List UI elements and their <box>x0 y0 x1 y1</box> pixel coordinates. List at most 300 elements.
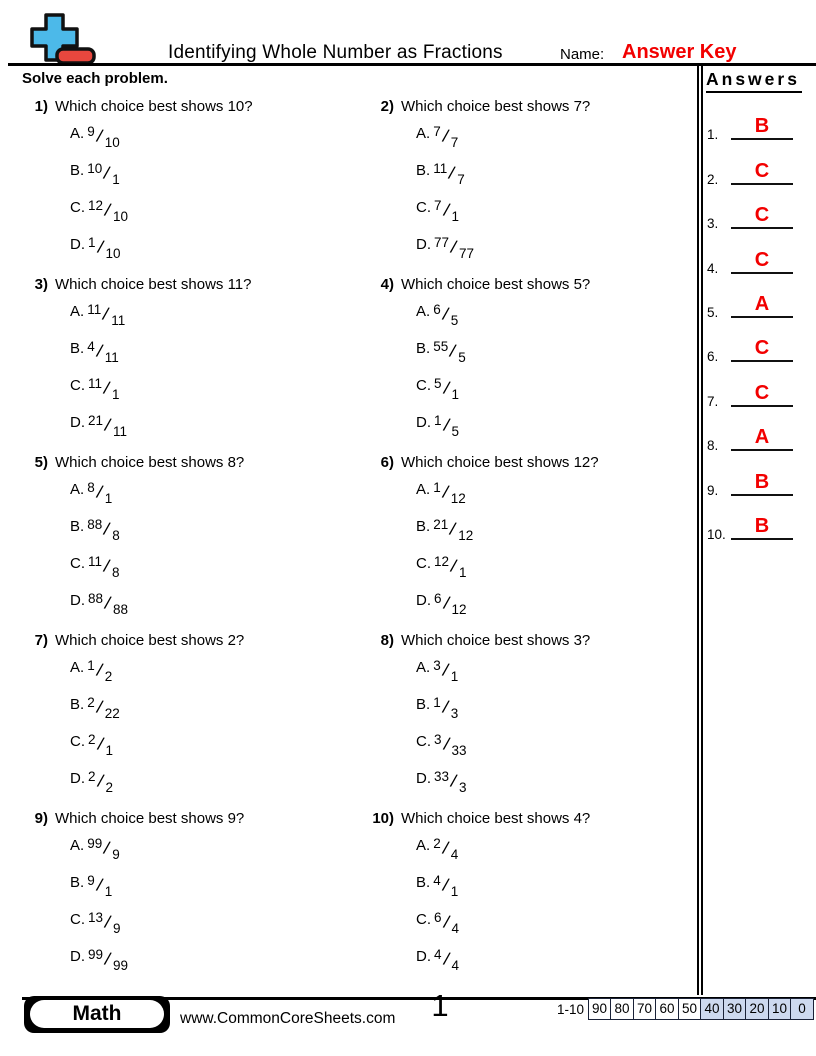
question-header <box>368 452 698 473</box>
choice-label: D. <box>70 236 85 253</box>
question-number: 10) <box>372 810 394 827</box>
fraction-numerator: 2 <box>87 695 95 710</box>
question-block <box>368 630 698 808</box>
answer-blank <box>731 471 793 496</box>
question-text: Which choice best shows 12? <box>401 454 599 471</box>
fraction <box>85 769 114 795</box>
question-block <box>368 808 698 986</box>
fraction-denominator: 12 <box>450 491 466 506</box>
choice-row <box>70 411 368 448</box>
fraction-numerator: 2 <box>433 836 441 851</box>
choice-row <box>416 834 698 871</box>
answer-item <box>702 146 814 190</box>
answers-title: Answers <box>706 69 802 93</box>
choice-row <box>70 730 368 767</box>
fraction-numerator: 7 <box>434 198 442 213</box>
answer-letter: C <box>754 248 770 271</box>
question-block <box>22 630 368 808</box>
answer-blank <box>731 293 793 318</box>
choice-label: C. <box>70 377 85 394</box>
choices-list <box>416 834 698 982</box>
choice-label: D. <box>70 592 85 609</box>
score-cell: 50 <box>678 998 702 1020</box>
fraction-slash-icon <box>102 378 112 400</box>
answer-number: 1. <box>707 127 719 143</box>
question-number: 4) <box>380 276 394 293</box>
choice-label: A. <box>416 303 431 320</box>
fraction-denominator: 10 <box>113 209 129 224</box>
choice-label: A. <box>70 659 85 676</box>
question-header <box>22 96 368 117</box>
choices-list <box>416 656 698 804</box>
choice-row <box>70 374 368 411</box>
choice-row <box>416 159 698 196</box>
choice-row <box>416 515 698 552</box>
answer-number: 8. <box>707 438 719 454</box>
fraction-denominator: 2 <box>105 780 114 795</box>
choice-label: C. <box>70 911 85 928</box>
fraction-slash-icon <box>95 771 105 793</box>
choice-row <box>416 730 698 767</box>
question-block <box>22 96 368 274</box>
fraction-slash-icon <box>94 482 104 504</box>
score-cell: 20 <box>745 998 769 1020</box>
fraction-numerator: 12 <box>88 198 104 213</box>
fraction-slash-icon <box>103 912 113 934</box>
fraction-denominator: 33 <box>451 743 467 758</box>
choice-label: B. <box>70 874 85 891</box>
score-cell: 30 <box>723 998 747 1020</box>
fraction-numerator: 99 <box>88 947 104 962</box>
question-text: Which choice best shows 9? <box>55 810 245 827</box>
score-cell: 40 <box>700 998 724 1020</box>
choice-label: A. <box>70 125 85 142</box>
choice-row <box>70 908 368 945</box>
choices-list <box>70 122 368 270</box>
choice-row <box>70 196 368 233</box>
fraction-slash-icon <box>441 378 451 400</box>
fraction-denominator: 1 <box>451 387 460 402</box>
question-header <box>22 274 368 295</box>
answer-letter: C <box>754 204 770 227</box>
answer-blank <box>731 249 793 274</box>
fraction-numerator: 1 <box>433 480 441 495</box>
question-number: 7) <box>34 632 48 649</box>
fraction-slash-icon <box>103 200 113 222</box>
answer-item <box>702 191 814 235</box>
fraction-numerator: 55 <box>433 339 449 354</box>
fraction-numerator: 13 <box>88 910 104 925</box>
fraction-numerator: 6 <box>433 302 441 317</box>
page-number: 1 <box>431 988 449 1023</box>
question-header <box>22 452 368 473</box>
question-block <box>368 452 698 630</box>
fraction-numerator: 12 <box>434 554 450 569</box>
answers-list <box>702 102 814 546</box>
choice-row <box>70 834 368 871</box>
fraction-numerator: 21 <box>433 517 449 532</box>
fraction-slash-icon <box>441 912 451 934</box>
choices-list <box>70 300 368 448</box>
fraction-denominator: 8 <box>112 565 120 580</box>
choice-label: C. <box>70 733 85 750</box>
choice-label: B. <box>70 340 85 357</box>
fraction <box>84 695 120 721</box>
fraction-denominator: 1 <box>112 387 120 402</box>
answer-number: 5. <box>707 304 719 320</box>
fraction-denominator: 1 <box>450 669 459 684</box>
choice-label: A. <box>70 837 85 854</box>
answer-item <box>702 235 814 279</box>
fraction-slash-icon <box>102 556 112 578</box>
fraction-slash-icon <box>440 875 450 897</box>
choice-row <box>416 300 698 337</box>
score-cells-row <box>589 998 814 1020</box>
fraction-denominator: 12 <box>458 528 474 543</box>
fraction-denominator: 3 <box>459 780 467 795</box>
answer-key-label: Answer Key <box>622 41 737 63</box>
question-number: 8) <box>380 632 394 649</box>
fraction-slash-icon <box>449 556 459 578</box>
fraction-denominator: 1 <box>112 172 120 187</box>
fraction-numerator: 3 <box>433 658 441 673</box>
fraction <box>430 873 459 899</box>
question-number: 2) <box>380 98 394 115</box>
question-header <box>368 630 698 651</box>
fraction-denominator: 99 <box>113 958 129 973</box>
choice-row <box>416 337 698 374</box>
fraction-numerator: 33 <box>434 769 450 784</box>
answer-number: 7. <box>707 393 719 409</box>
choice-row <box>416 871 698 908</box>
name-label: Name: <box>560 46 605 63</box>
answer-number: 9. <box>707 482 719 498</box>
fraction <box>430 517 474 543</box>
fraction-slash-icon <box>441 949 451 971</box>
fraction-slash-icon <box>440 660 450 682</box>
fraction-slash-icon <box>440 304 450 326</box>
answer-number: 10. <box>707 526 726 542</box>
fraction-numerator: 6 <box>434 591 442 606</box>
fraction-slash-icon <box>440 482 450 504</box>
choice-label: C. <box>70 199 85 216</box>
answer-blank <box>731 382 793 407</box>
choice-row <box>416 945 698 982</box>
fraction-slash-icon <box>94 126 104 148</box>
fraction-numerator: 4 <box>433 873 441 888</box>
fraction-numerator: 8 <box>87 480 95 495</box>
fraction <box>84 517 120 543</box>
fraction-numerator: 11 <box>87 302 102 317</box>
choice-label: C. <box>416 377 431 394</box>
score-cell: 60 <box>655 998 679 1020</box>
website-url: www.CommonCoreSheets.com <box>180 1010 396 1027</box>
choice-label: A. <box>416 837 431 854</box>
choice-row <box>70 337 368 374</box>
choice-row <box>70 300 368 337</box>
choice-row <box>70 478 368 515</box>
fraction <box>84 658 113 684</box>
fraction-slash-icon <box>94 875 104 897</box>
choice-label: B. <box>70 162 85 179</box>
fraction-slash-icon <box>441 415 451 437</box>
score-table <box>557 998 814 1020</box>
question-text: Which choice best shows 3? <box>401 632 591 649</box>
question-number: 1) <box>34 98 48 115</box>
fraction <box>84 873 113 899</box>
choice-row <box>416 656 698 693</box>
fraction <box>85 198 129 224</box>
answer-blank <box>731 515 793 540</box>
fraction <box>430 658 459 684</box>
fraction <box>431 769 467 795</box>
fraction-denominator: 10 <box>105 246 121 261</box>
fraction-slash-icon <box>441 593 451 615</box>
fraction <box>84 161 120 187</box>
question-block <box>368 274 698 452</box>
fraction-denominator: 12 <box>451 602 467 617</box>
choice-label: A. <box>70 481 85 498</box>
choice-label: B. <box>416 340 431 357</box>
choice-row <box>416 411 698 448</box>
fraction <box>431 235 475 261</box>
question-header <box>368 96 698 117</box>
fraction-numerator: 10 <box>87 161 103 176</box>
fraction-numerator: 1 <box>88 235 96 250</box>
question-text: Which choice best shows 10? <box>55 98 253 115</box>
choice-label: B. <box>416 696 431 713</box>
math-badge-label: Math <box>30 1000 164 1028</box>
fraction <box>84 339 119 365</box>
choice-label: A. <box>416 125 431 142</box>
fraction <box>85 376 120 402</box>
fraction-slash-icon <box>449 237 459 259</box>
fraction-slash-icon <box>94 341 104 363</box>
fraction-denominator: 7 <box>450 135 459 150</box>
answer-blank <box>731 115 793 140</box>
question-text: Which choice best shows 4? <box>401 810 591 827</box>
fraction-denominator: 1 <box>105 743 114 758</box>
fraction-slash-icon <box>441 200 451 222</box>
fraction-denominator: 3 <box>450 706 459 721</box>
fraction <box>85 554 120 580</box>
choice-label: D. <box>70 414 85 431</box>
question-block <box>368 96 698 274</box>
question-text: Which choice best shows 5? <box>401 276 591 293</box>
answer-blank <box>731 426 793 451</box>
fraction <box>85 235 121 261</box>
choice-row <box>70 656 368 693</box>
question-text: Which choice best shows 8? <box>55 454 245 471</box>
fraction-slash-icon <box>102 519 112 541</box>
answer-item <box>702 280 814 324</box>
choice-row <box>70 871 368 908</box>
score-cell: 90 <box>588 998 612 1020</box>
page-title: Identifying Whole Number as Fractions <box>168 42 503 63</box>
score-cell: 70 <box>633 998 657 1020</box>
fraction-denominator: 1 <box>104 491 113 506</box>
choice-row <box>70 159 368 196</box>
fraction <box>430 480 466 506</box>
choices-list <box>70 656 368 804</box>
fraction-slash-icon <box>95 734 105 756</box>
fraction-denominator: 8 <box>112 528 120 543</box>
fraction-denominator: 22 <box>104 706 120 721</box>
fraction-slash-icon <box>441 734 451 756</box>
fraction-denominator: 11 <box>111 313 126 328</box>
fraction <box>430 161 465 187</box>
choice-label: A. <box>416 481 431 498</box>
fraction <box>85 910 121 936</box>
choice-row <box>416 693 698 730</box>
choices-list <box>70 834 368 982</box>
answer-letter: C <box>754 381 770 404</box>
fraction <box>430 836 459 862</box>
choices-list <box>70 478 368 626</box>
answer-letter: B <box>754 470 770 493</box>
fraction <box>431 910 460 936</box>
choice-label: B. <box>416 874 431 891</box>
answer-letter: B <box>754 514 770 537</box>
fraction-denominator: 11 <box>104 350 119 365</box>
fraction-numerator: 88 <box>88 591 104 606</box>
answer-number: 4. <box>707 260 719 276</box>
choice-row <box>416 478 698 515</box>
question-text: Which choice best shows 11? <box>55 276 252 293</box>
fraction <box>430 695 459 721</box>
fraction-slash-icon <box>94 697 104 719</box>
fraction-numerator: 7 <box>433 124 441 139</box>
fraction-slash-icon <box>103 949 113 971</box>
fraction-slash-icon <box>95 237 105 259</box>
answer-blank <box>731 337 793 362</box>
choice-label: A. <box>70 303 85 320</box>
fraction-denominator: 1 <box>104 884 113 899</box>
fraction <box>431 732 467 758</box>
answer-item <box>702 324 814 368</box>
question-header <box>22 630 368 651</box>
fraction-slash-icon <box>101 304 111 326</box>
choice-row <box>416 196 698 233</box>
choice-row <box>70 515 368 552</box>
fraction <box>85 591 129 617</box>
question-header <box>368 274 698 295</box>
answer-letter: B <box>754 115 770 138</box>
fraction-denominator: 2 <box>104 669 113 684</box>
fraction-numerator: 11 <box>88 376 103 391</box>
answer-letter: A <box>754 426 770 449</box>
answer-item <box>702 413 814 457</box>
fraction-slash-icon <box>440 838 450 860</box>
fraction-denominator: 77 <box>459 246 475 261</box>
choices-list <box>416 300 698 448</box>
plus-minus-logo-graphic <box>16 10 96 66</box>
plus-minus-logo <box>16 10 96 71</box>
answer-blank <box>731 204 793 229</box>
fraction-numerator: 21 <box>88 413 104 428</box>
fraction-numerator: 1 <box>87 658 95 673</box>
choice-label: B. <box>70 518 85 535</box>
choice-row <box>416 589 698 626</box>
fraction-slash-icon <box>448 519 458 541</box>
choice-row <box>416 122 698 159</box>
fraction-numerator: 1 <box>434 413 442 428</box>
fraction <box>84 302 126 328</box>
fraction <box>430 339 466 365</box>
fraction-numerator: 4 <box>87 339 95 354</box>
choice-row <box>416 767 698 804</box>
fraction-slash-icon <box>102 838 112 860</box>
choice-label: D. <box>70 948 85 965</box>
fraction-numerator: 6 <box>434 910 442 925</box>
choice-label: D. <box>416 236 431 253</box>
fraction-denominator: 88 <box>113 602 129 617</box>
fraction-denominator: 4 <box>450 847 459 862</box>
fraction-slash-icon <box>440 697 450 719</box>
fraction-denominator: 4 <box>451 921 460 936</box>
question-header <box>368 808 698 829</box>
choice-label: B. <box>70 696 85 713</box>
question-block <box>22 808 368 986</box>
fraction-numerator: 2 <box>88 732 96 747</box>
answer-letter: A <box>754 292 770 315</box>
fraction-slash-icon <box>103 593 113 615</box>
choice-row <box>416 374 698 411</box>
choice-row <box>70 693 368 730</box>
question-number: 9) <box>34 810 48 827</box>
fraction <box>85 947 129 973</box>
fraction <box>431 554 467 580</box>
choice-label: C. <box>416 199 431 216</box>
choice-label: D. <box>416 770 431 787</box>
fraction-denominator: 7 <box>457 172 465 187</box>
choice-label: B. <box>416 518 431 535</box>
choice-label: D. <box>70 770 85 787</box>
choice-row <box>70 233 368 270</box>
fraction <box>85 413 128 439</box>
score-range-label: 1-10 <box>556 1001 584 1017</box>
choice-row <box>70 589 368 626</box>
answer-letter: C <box>754 337 770 360</box>
fraction-numerator: 88 <box>87 517 103 532</box>
answer-item <box>702 457 814 501</box>
question-number: 6) <box>380 454 394 471</box>
fraction-denominator: 9 <box>113 921 121 936</box>
fraction <box>85 732 114 758</box>
choice-label: D. <box>416 592 431 609</box>
fraction-denominator: 1 <box>459 565 467 580</box>
fraction <box>431 591 467 617</box>
choice-row <box>70 122 368 159</box>
fraction-slash-icon <box>449 771 459 793</box>
fraction-numerator: 3 <box>434 732 442 747</box>
fraction-slash-icon <box>448 341 458 363</box>
fraction-slash-icon <box>440 126 450 148</box>
choice-label: D. <box>416 948 431 965</box>
fraction-numerator: 11 <box>88 554 103 569</box>
choice-row <box>416 908 698 945</box>
fraction <box>84 836 120 862</box>
answer-number: 3. <box>707 216 719 232</box>
choices-list <box>416 122 698 270</box>
question-number: 5) <box>34 454 48 471</box>
question-block <box>22 274 368 452</box>
choice-row <box>70 945 368 982</box>
choice-label: C. <box>416 911 431 928</box>
fraction-slash-icon <box>103 415 113 437</box>
fraction <box>431 413 460 439</box>
fraction-numerator: 9 <box>87 873 95 888</box>
